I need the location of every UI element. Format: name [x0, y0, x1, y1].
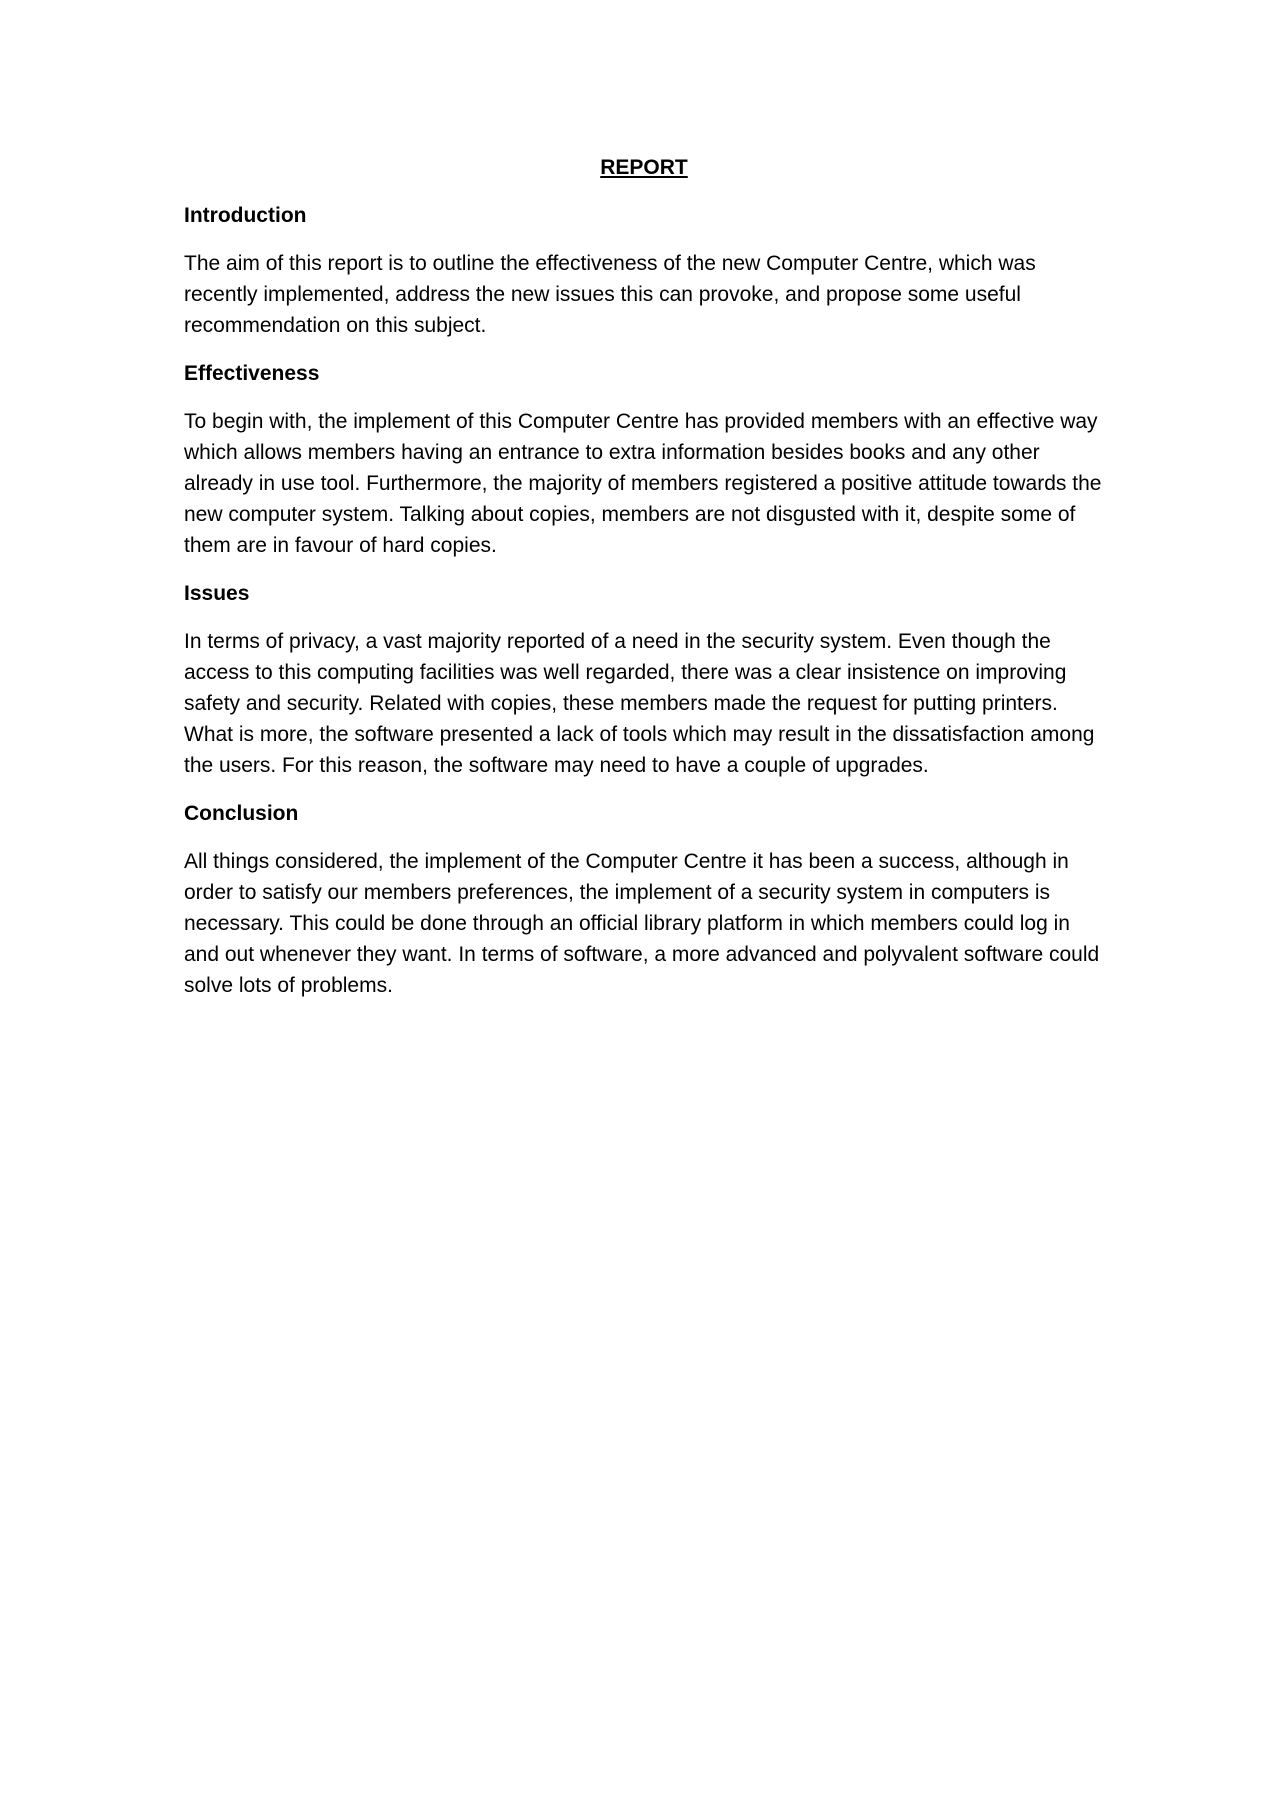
section-heading-conclusion: Conclusion [184, 802, 299, 825]
section-heading-introduction: Introduction [184, 204, 307, 227]
section-heading-effectiveness: Effectiveness [184, 362, 320, 385]
section-heading-issues: Issues [184, 582, 250, 605]
section-body-introduction: The aim of this report is to outline the effectiveness of the new Computer Centre, which was recently implemented, address the new issues this can provoke, and propose some useful recommendation on this subject. [184, 252, 1036, 337]
document-body [184, 152, 1104, 1018]
section-body-issues: In terms of privacy, a vast majority reported of a need in the security system. Even though the access to this computing facilities was well regarded, there was a clear insistence on improving safety and security. Related with copies, these members made the request for putting printers. What is more, the software presented a lack of tools which may result in the dissatisfaction among the users. For this reason, the software may need to have a couple of upgrades. [184, 630, 1095, 777]
section-body-conclusion: All things considered, the implement of the Computer Centre it has been a success, although in order to satisfy our members preferences, the implement of a security system in computers is necessary. This could be done through an official library platform in which members could log in and out whenever they want. In terms of software, a more advanced and polyvalent software could solve lots of problems. [184, 850, 1100, 997]
section-body-effectiveness: To begin with, the implement of this Computer Centre has provided members with an effective way which allows members having an entrance to extra information besides books and any other already in use tool. Furthermore, the majority of members registered a positive attitude towards the new computer system. Talking about copies, members are not disgusted with it, despite some of them are in favour of hard copies. [184, 410, 1102, 557]
document-title: REPORT [600, 156, 688, 179]
